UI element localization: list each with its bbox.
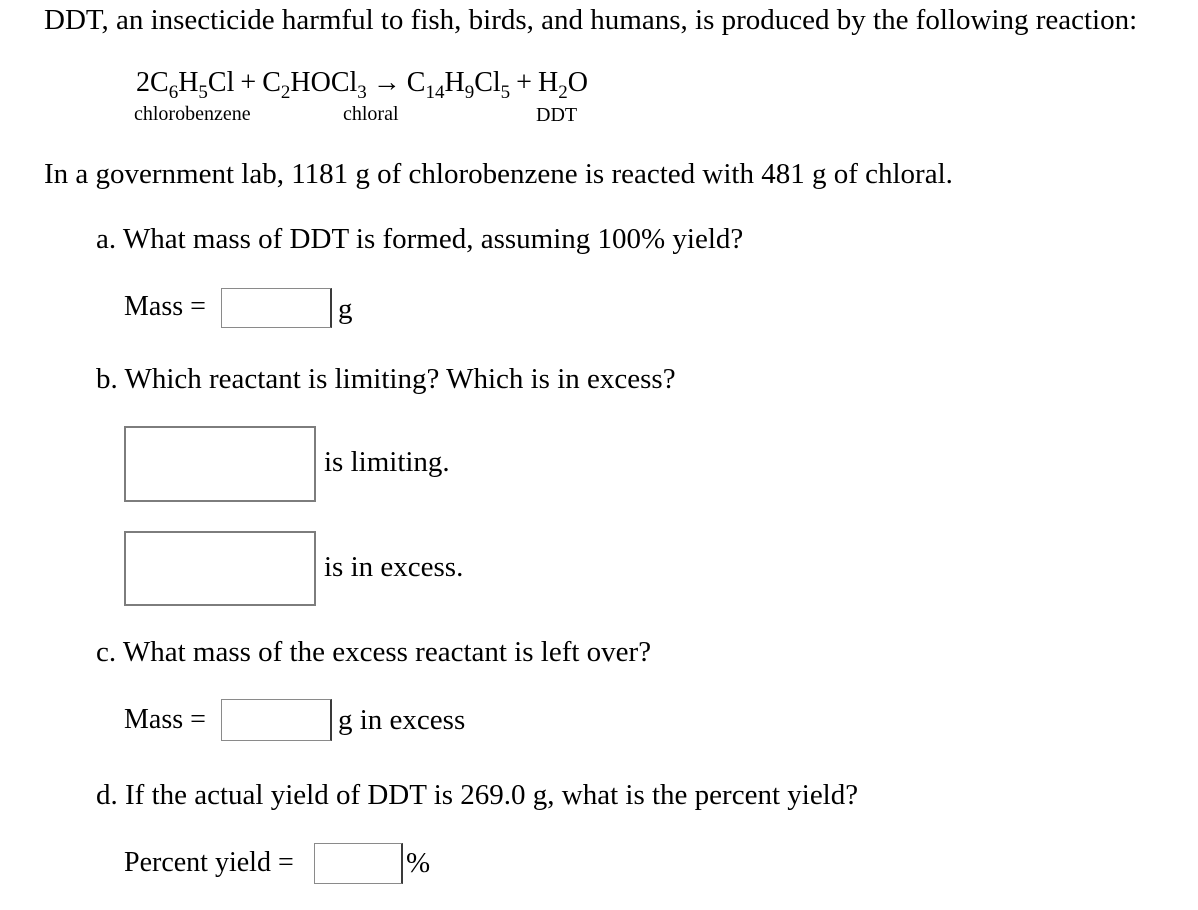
- intro-text: DDT, an insecticide harmful to fish, birds, and humans, is produced by the following reaction:: [44, 4, 1138, 36]
- formula-subscript: 2: [558, 82, 568, 103]
- reaction-equation: [136, 67, 588, 103]
- formula-subscript: 5: [198, 82, 208, 103]
- question-b: b. Which reactant is limiting? Which is in excess?: [96, 363, 676, 395]
- unit-g-a: g: [338, 293, 353, 325]
- reaction-arrow: →: [372, 67, 401, 98]
- chlorobenzene-formula: $2C_6H_5Cl$: [136, 67, 235, 103]
- question-a: a. What mass of DDT is formed, assuming 100% yield?: [96, 223, 744, 255]
- lab-statement: In a government lab, 1181 g of chlorobenzene is reacted with 481 g of chloral.: [44, 158, 953, 190]
- question-d: d. If the actual yield of DDT is 269.0 g, what is the percent yield?: [96, 779, 859, 811]
- ddt-formula: $C_{14}H_9Cl_5$: [406, 67, 511, 103]
- mass-label-c: Mass =: [124, 704, 206, 735]
- percent-unit: %: [406, 847, 431, 879]
- excess-reactant-input[interactable]: [124, 531, 316, 606]
- chlorobenzene-label: chlorobenzene: [134, 103, 251, 125]
- question-c: c. What mass of the excess reactant is left over?: [96, 636, 652, 668]
- limiting-text: is limiting.: [324, 446, 450, 478]
- mass-label-a: Mass =: [124, 291, 206, 322]
- formula-subscript: 5: [500, 82, 511, 103]
- formula-subscript: 3: [357, 82, 367, 103]
- formula-subscript: 6: [168, 82, 179, 103]
- water-formula: $H_2O$: [537, 67, 588, 103]
- limiting-reactant-input[interactable]: [124, 426, 316, 502]
- excess-mass-input[interactable]: [221, 699, 332, 741]
- formula-subscript: 14: [425, 82, 445, 103]
- formula-subscript: 2: [280, 82, 291, 103]
- percent-yield-label: Percent yield =: [124, 847, 294, 878]
- formula-subscript: 9: [464, 82, 475, 103]
- unit-g-excess: g in excess: [338, 704, 466, 736]
- excess-text: is in excess.: [324, 551, 464, 583]
- ddt-label: DDT: [536, 104, 578, 126]
- chloral-formula: $C_2HOCl_3$: [262, 67, 367, 103]
- plus-sign-2: +: [516, 67, 532, 98]
- ddt-mass-input[interactable]: [221, 288, 332, 328]
- plus-sign: +: [240, 67, 257, 98]
- chloral-label: chloral: [343, 103, 399, 125]
- percent-yield-input[interactable]: [314, 843, 403, 884]
